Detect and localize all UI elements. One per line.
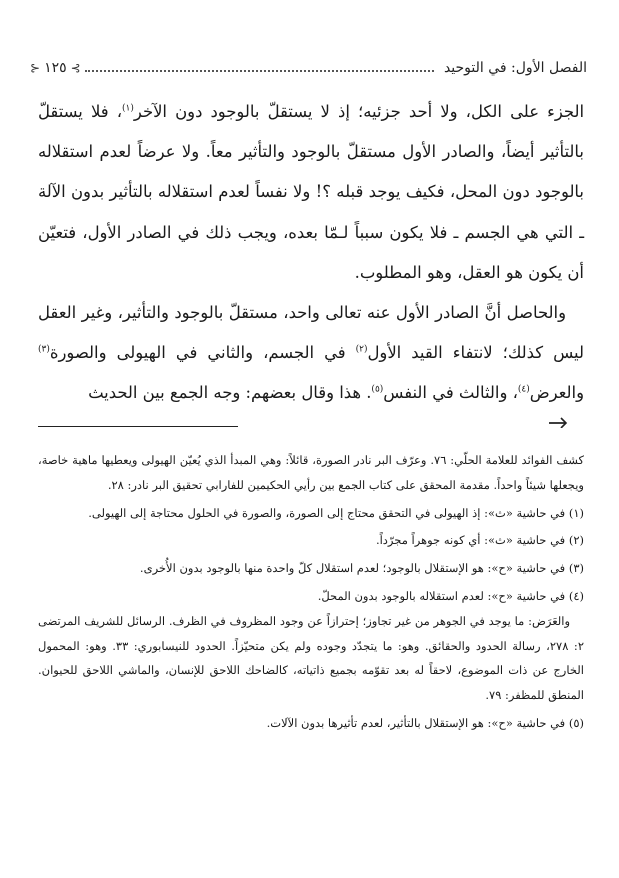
leader-dots — [85, 70, 434, 72]
footnote-2: (٢) في حاشية «ث»: أي كونه جوهراً مجرّداً. — [375, 533, 584, 548]
footnote-ref-4[interactable]: (٤) — [517, 384, 530, 395]
footnote-3: (٣) في حاشية «ح»: هو الإستقلال بالوجود؛ لعدم استقلال كلّ واحدة منها بالوجود بدون الأُخرى. — [139, 561, 584, 576]
running-header — [30, 56, 587, 80]
paragraph-2: والحاصل أنَّ الصادر الأول عنه تعالى واحد، مستقلّ بالوجود والتأثير، وغير العقل ليس كذلك؛ لانتفاء القيد الأول$^{(٢)}$ في الجسم، والثاني في الهيولى والصورة$^{(٣)}$ والعرض$^{(٤)}$، والثالث في النفس$^{(٥)}$. هذا وقال بعضهم: وجه الجمع بين الحديث — [38, 303, 584, 403]
footnote-1: (١) في حاشية «ث»: إذ الهيولى في التحقق محتاج إلى الصورة، والصورة في الحلول محتاجة إلى الهيولى. — [88, 505, 584, 520]
footnotes — [38, 448, 584, 736]
footnote-4-definition: والعَرَض: ما يوجد في الجوهر من غير تجاوز؛ إحترازاً عن وجود المظروف في الظرف. الرسائل للشريف المرتضى ٢: ٢٧٨، رسالة الحدود والحقائق. وهو: ما يتجدّد وجوده ولم يكن متحيّزاً. الحدود للنيسابوري: ٣٣. وهو: المحمول الخارج عن ذات الموضوع، لاحقاً له بعد تقوّمه بجميع ذاتياته، كالضاحك اللاحق للإنسان، والماشي اللاحق للحيوان. المنطق للمظفر: ٧٩. — [38, 613, 584, 703]
footnote-5: (٥) في حاشية «ح»: هو الإستقلال بالتأثير، لعدم تأثيرها بدون الآلات. — [266, 715, 584, 730]
footnote-continuation: كشف الفوائد للعلامة الحلّي: ٧٦. وعرّف البر نادر الصورة، قائلاً: وهي المبدأ الذي يُعيّن الهيولى ويعطيها ماهية خاصة، ويجعلها شيئاً واحداً. مقدمة المحقق على كتاب الجمع بين رأيي الحكيمين للفارابي تحقيق البر نادر: ٢٨. — [38, 453, 585, 492]
footnote-4: (٤) في حاشية «ح»: لعدم استقلاله بالوجود بدون المحلّ. — [317, 588, 584, 603]
page-number-box — [30, 60, 81, 76]
page-number: ١٢٥ — [44, 60, 67, 76]
main-text — [38, 92, 584, 414]
paragraph-1: الجزء على الكل، ولا أحد جزئيه؛ إذ لا يستقلّ بالوجود دون الآخر$^{(١)}$، فلا يستقلّ بالتأثير أيضاً، والصادر الأول مستقلّ بالوجود والتأثير معاً. ولا عرضاً لعدم استقلاله بالوجود دون المحل، فكيف يوجد قبله ؟! ولا نفساً لعدم استقلاله بالتأثير بدون الآلة ـ التي هي الجسم ـ فلا يكون سبباً لـمّا بعده، ويجب ذلك في الصادر الأول، فتعيّن أن يكون هو العقل، وهو المطلوب. — [38, 102, 584, 282]
footnote-separator — [38, 426, 238, 427]
ornament-left-icon: ⊰ — [30, 61, 41, 75]
ornament-right-icon: ⊱ — [70, 61, 81, 75]
footnote-ref-2[interactable]: (٢) — [355, 344, 368, 355]
chapter-title: الفصل الأول: في التوحيد — [443, 60, 587, 76]
footnote-ref-5[interactable]: (٥) — [371, 384, 384, 395]
continuation-arrow-icon — [548, 414, 568, 428]
footnote-ref-1[interactable]: (١) — [122, 103, 134, 114]
footnote-ref-3[interactable]: (٣) — [38, 344, 50, 355]
